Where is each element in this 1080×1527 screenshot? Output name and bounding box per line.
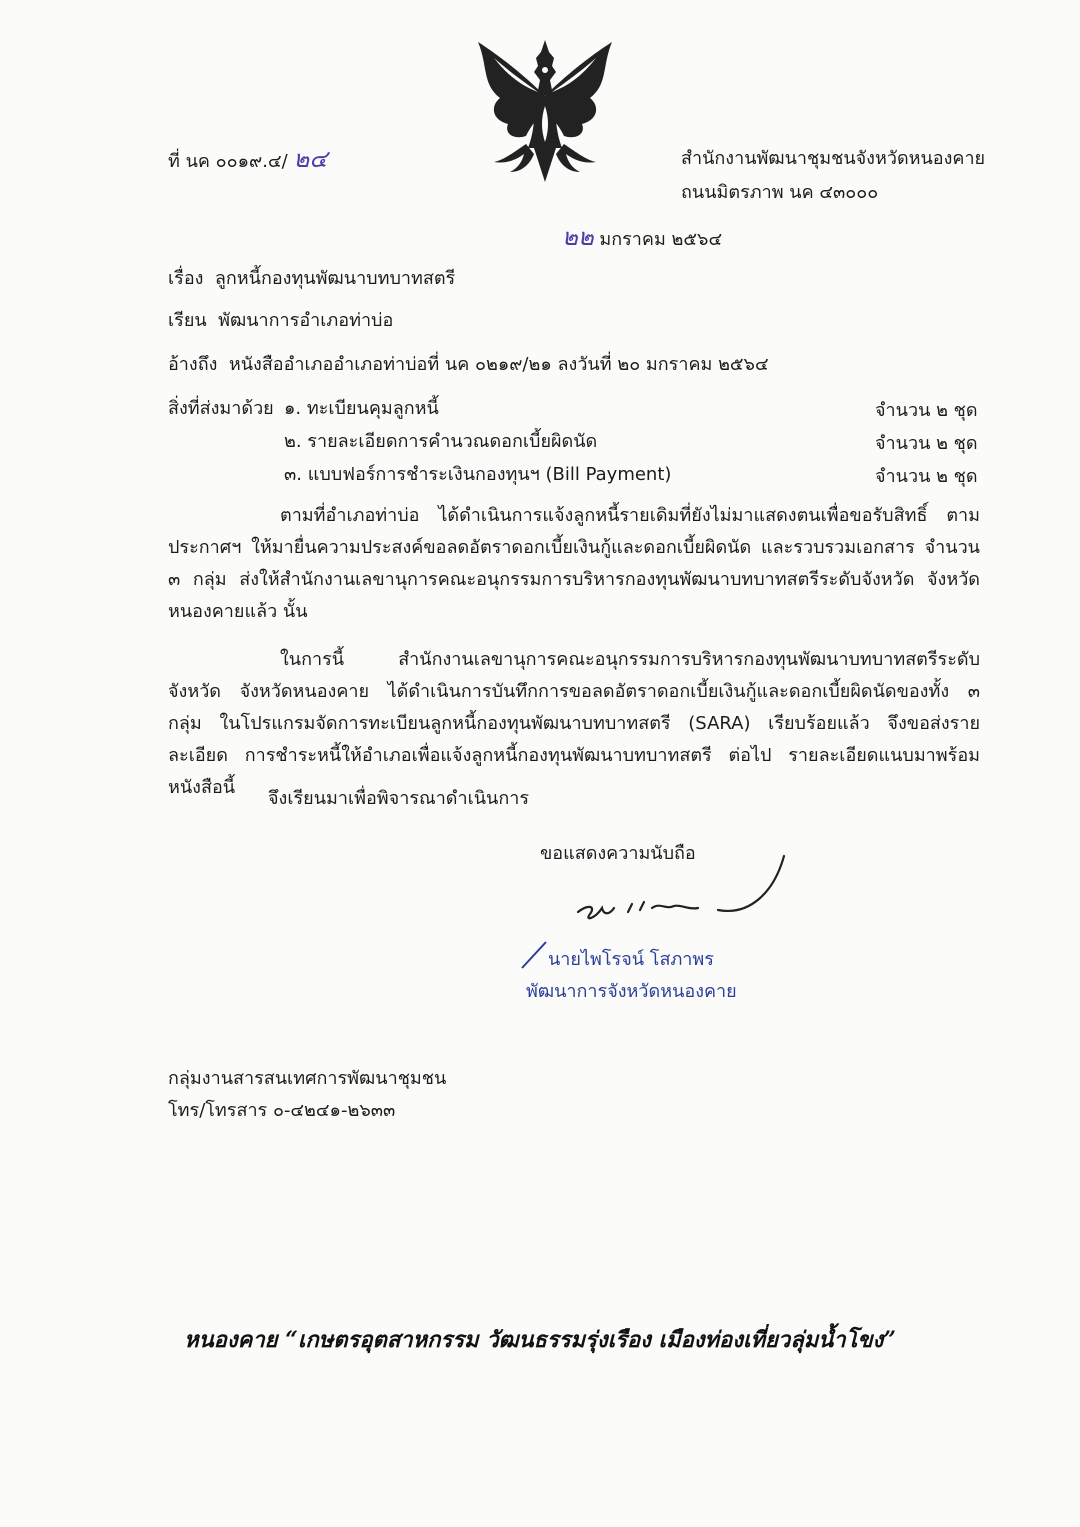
enclosure-qty-2: จำนวน ๒ ชุด <box>875 433 978 454</box>
provincial-motto: หนองคาย “เกษตรอุตสาหกรรม วัฒนธรรมรุ่งเรือง เมืองท่องเที่ยวลุ่มน้ำโขง” <box>184 1327 896 1353</box>
recipient-text: พัฒนาการอำเภอท่าบ่อ <box>218 310 394 331</box>
signatory-name-text: นายไพโรจน์ โสภาพร <box>548 949 714 970</box>
closing-request: จึงเรียนมาเพื่อพิจารณาดำเนินการ <box>268 788 530 809</box>
enclosure-qty-3: จำนวน ๒ ชุด <box>875 466 978 487</box>
enclosure-item-3: ๓. แบบฟอร์การชำระเงินกองทุนฯ (Bill Payment) <box>284 464 672 485</box>
enclosures-label: สิ่งที่ส่งมาด้วย <box>168 398 274 419</box>
contact-phone: โทร/โทรสาร ๐-๔๒๔๑-๒๖๓๓ <box>168 1100 396 1121</box>
date-day-handwritten: ๒๒ <box>562 223 594 251</box>
letter-date <box>562 223 723 251</box>
reference-number <box>168 145 328 173</box>
subject-label: เรื่อง <box>168 268 204 289</box>
reference-number-handwritten: ๒๔ <box>293 145 328 173</box>
reference-label: อ้างถึง <box>168 354 218 375</box>
signatory-name <box>526 944 714 973</box>
enclosure-qty-1: จำนวน ๒ ชุด <box>875 400 978 421</box>
department-name: กลุ่มงานสารสนเทศการพัฒนาชุมชน <box>168 1068 447 1089</box>
enclosure-item-1: ๑. ทะเบียนคุมลูกหนี้ <box>284 398 439 419</box>
recipient-line <box>168 310 393 332</box>
reference-line <box>168 354 769 376</box>
recipient-label: เรียน <box>168 310 207 331</box>
office-name: สำนักงานพัฒนาชุมชนจังหวัดหนองคาย <box>681 148 986 169</box>
subject-text: ลูกหนี้กองทุนพัฒนาบทบาทสตรี <box>214 268 456 289</box>
reference-text: หนังสืออำเภออำเภอท่าบ่อที่ นค ๐๒๑๙/๒๑ ลงวันที่ ๒๐ มกราคม ๒๕๖๔ <box>228 354 769 375</box>
office-address: ถนนมิตรภาพ นค ๔๓๐๐๐ <box>681 182 879 203</box>
enclosure-item-2: ๒. รายละเอียดการคำนวณดอกเบี้ยผิดนัด <box>284 431 598 452</box>
signatory-position: พัฒนาการจังหวัดหนองคาย <box>526 981 737 1002</box>
date-month-year: มกราคม ๒๕๖๔ <box>599 229 723 250</box>
salutation: ขอแสดงความนับถือ <box>540 843 696 864</box>
pen-stroke-icon <box>520 940 550 970</box>
garuda-emblem-icon <box>470 36 620 184</box>
body-paragraph-1: ตามที่อำเภอท่าบ่อ ได้ดำเนินการแจ้งลูกหนี้รายเดิมที่ยังไม่มาแสดงตนเพื่อขอรับสิทธิ์ ตามประกาศฯ ให้มายื่นความประสงค์ขอลดอัตราดอกเบี้ยเงินกู้และดอกเบี้ยผิดนัด และรวบรวมเอกสาร จำนวน ๓ กลุ่ม ส่งให้สำนักงานเลขานุการคณะอนุกรรมการบริหารกองทุนพัฒนาบทบาทสตรีระดับจังหวัด จังหวัดหนองคายแล้ว นั้น <box>168 505 980 622</box>
handwritten-signature-icon <box>570 852 790 932</box>
reference-prefix: ที่ นค ๐๐๑๙.๔/ <box>168 151 288 172</box>
body-paragraph-2: ในการนี้ สำนักงานเลขานุการคณะอนุกรรมการบริหารกองทุนพัฒนาบทบาทสตรีระดับจังหวัด จังหวัดหนองคาย ได้ดำเนินการบันทึกการขอลดอัตราดอกเบี้ยเงินกู้และดอกเบี้ยผิดนัดของทั้ง ๓ กลุ่ม ในโปรแกรมจัดการทะเบียนลูกหนี้กองทุนพัฒนาบทบาทสตรี (SARA) เรียบร้อยแล้ว จึงขอส่งรายละเอียด การชำระหนี้ให้อำเภอเพื่อแจ้งลูกหนี้กองทุนพัฒนาบทบาทสตรี ต่อไป รายละเอียดแนบมาพร้อมหนังสือนี้ <box>168 649 980 798</box>
subject-line <box>168 268 455 290</box>
